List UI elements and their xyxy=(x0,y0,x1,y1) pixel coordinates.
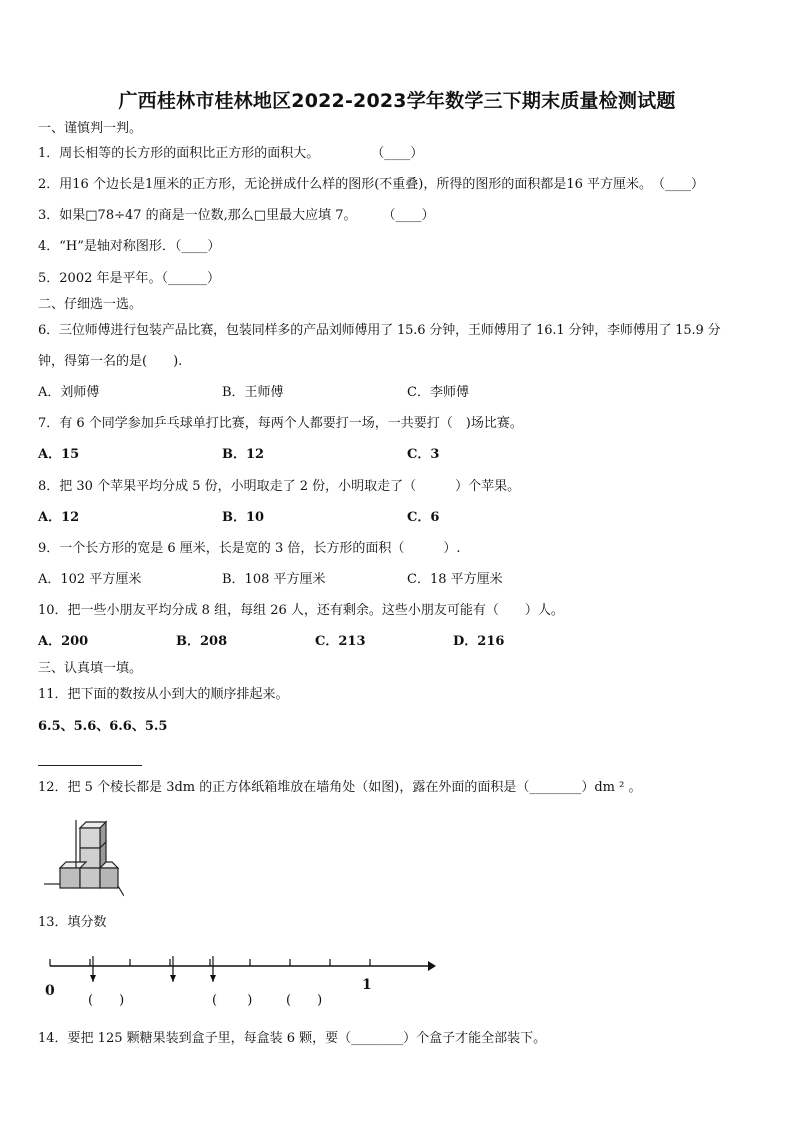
number-line-blank-3: ( ) xyxy=(286,993,323,1008)
question-11-numbers: 6.5、5.6、6.6、5.5 xyxy=(38,719,168,734)
question-8: 8．把 30 个苹果平均分成 5 份，小明取走了 2 份，小明取走了（ ）个苹果。 xyxy=(38,479,521,494)
floor-edge-diagonal xyxy=(118,886,124,896)
number-line xyxy=(40,948,440,986)
question-3: 3．如果□78÷47 的商是一位数,那么□里最大应填 7。 （____） xyxy=(38,208,435,223)
answer-line xyxy=(38,765,142,766)
cube-front-face xyxy=(60,868,80,888)
question-11: 11．把下面的数按从小到大的顺序排起来。 xyxy=(38,687,289,702)
option-q7-a: A．15 xyxy=(38,447,80,462)
section-heading-fill: 三、认真填一填。 xyxy=(38,661,143,676)
question-7: 7．有 6 个同学参加乒乓球单打比赛，每两个人都要打一场，一共要打（ )场比赛。 xyxy=(38,416,523,431)
option-q8-b: B．10 xyxy=(222,510,265,525)
option-q6-b: B．王师傅 xyxy=(222,385,284,400)
option-q8-c: C．6 xyxy=(407,510,440,525)
option-q10-c: C．213 xyxy=(315,634,366,649)
option-q6-c: C．李师傅 xyxy=(407,385,469,400)
option-q8-a: A．12 xyxy=(38,510,80,525)
option-q7-c: C．3 xyxy=(407,447,440,462)
cube-stack-figure xyxy=(40,820,124,898)
option-q10-d: D．216 xyxy=(453,634,505,649)
section-heading-choose: 二、仔细选一选。 xyxy=(38,297,143,312)
question-2: 2．用16 个边长是1厘米的正方形，无论拼成什么样的图形(不重叠)，所得的图形的面积都是16 平方厘米。 （____） xyxy=(38,177,705,192)
section-heading-judge: 一、谨慎判一判。 xyxy=(38,121,143,136)
cube-front-face xyxy=(80,828,100,848)
question-13: 13．填分数 xyxy=(38,915,107,930)
question-1: 1．周长相等的长方形的面积比正方形的面积大。 （____） xyxy=(38,146,424,161)
number-line-label-zero: 0 xyxy=(45,983,55,999)
cube-front-face xyxy=(80,868,100,888)
option-q9-c: C．18 平方厘米 xyxy=(407,572,503,587)
question-6: 6．三位师傅进行包装产品比赛，包装同样多的产品刘师傅用了 15.6 分钟，王师傅用了 16.1 分钟，李师傅用了 15.9 分 xyxy=(38,323,721,338)
option-q10-a: A．200 xyxy=(38,634,89,649)
question-14: 14．要把 125 颗糖果装到盒子里，每盒装 6 颗，要（________）个盒子才能全部装下。 xyxy=(38,1031,547,1046)
option-q6-a: A．刘师傅 xyxy=(38,385,100,400)
number-line-blank-2: ( ) xyxy=(212,993,253,1008)
page-title: 广西桂林市桂林地区2022-2023学年数学三下期末质量检测试题 xyxy=(118,90,676,112)
number-line-arrowhead xyxy=(428,961,436,971)
number-line-pointer-head xyxy=(210,975,216,982)
question-10: 10．把一些小朋友平均分成 8 组，每组 26 人，还有剩余。这些小朋友可能有（ ）人。 xyxy=(38,603,564,618)
question-5: 5．2002 年是平年。（______） xyxy=(38,271,220,286)
number-line-blank-1: ( ) xyxy=(88,993,125,1008)
question-9: 9．一个长方形的宽是 6 厘米，长是宽的 3 倍，长方形的面积（ ）. xyxy=(38,541,461,556)
option-q9-a: A．102 平方厘米 xyxy=(38,572,142,587)
number-line-pointer-head xyxy=(90,975,96,982)
question-4: 4．“H”是轴对称图形．（____） xyxy=(38,239,221,254)
option-q9-b: B．108 平方厘米 xyxy=(222,572,326,587)
question-6-continued: 钟，得第一名的是( ). xyxy=(38,354,183,369)
option-q10-b: B．208 xyxy=(176,634,228,649)
question-12: 12．把 5 个棱长都是 3dm 的正方体纸箱堆放在墙角处（如图)，露在外面的面积是（________）dm ² 。 xyxy=(38,780,642,795)
number-line-pointer-head xyxy=(170,975,176,982)
number-line-label-one: 1 xyxy=(362,977,372,993)
option-q7-b: B．12 xyxy=(222,447,265,462)
cube-front-face xyxy=(100,868,118,888)
